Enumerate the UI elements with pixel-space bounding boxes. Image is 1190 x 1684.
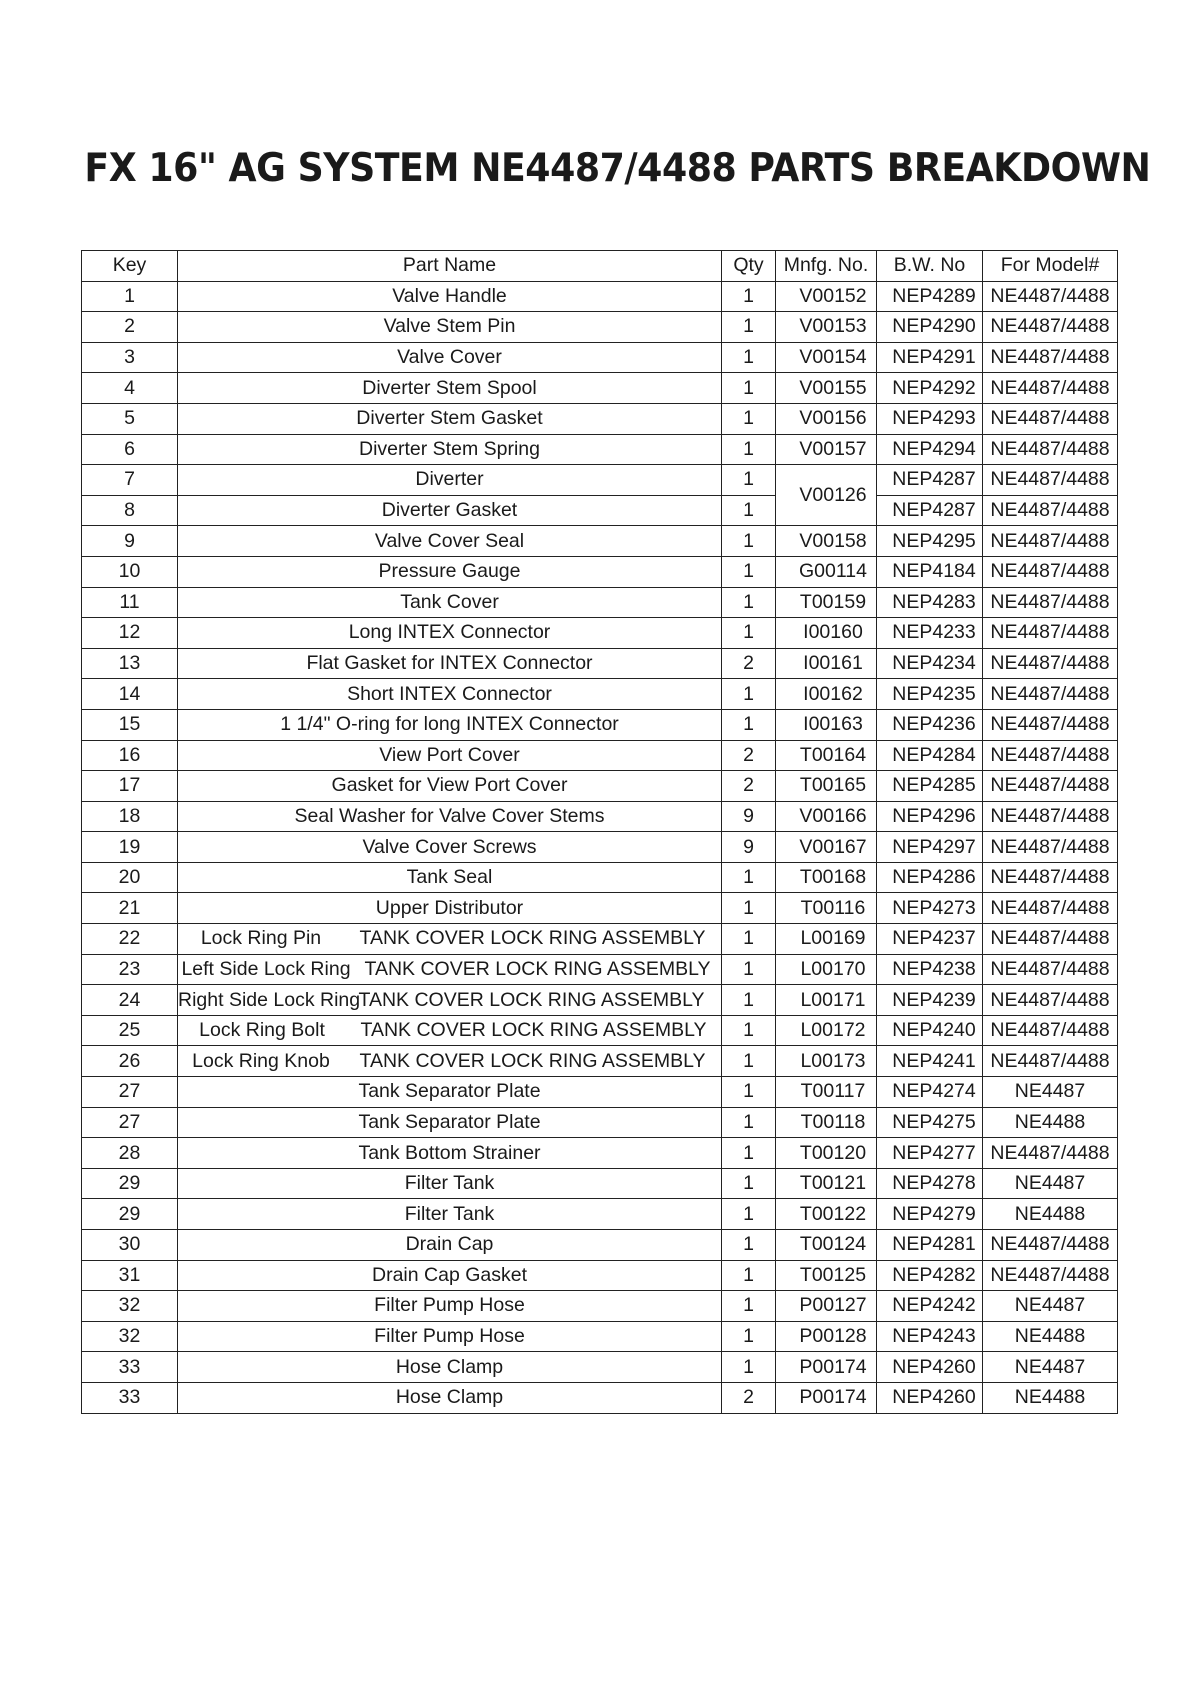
for-model-cell: NE4487/4488 <box>983 801 1118 832</box>
for-model-cell: NE4487/4488 <box>983 1260 1118 1291</box>
for-model-cell: NE4487/4488 <box>983 1046 1118 1077</box>
assembly-name: TANK COVER LOCK RING ASSEMBLY <box>360 1019 707 1042</box>
bw-no-cell: NEP4236 <box>877 709 983 740</box>
assembly-name: TANK COVER LOCK RING ASSEMBLY <box>358 988 705 1011</box>
qty-cell: 1 <box>722 862 776 893</box>
part-name-cell: Filter Pump Hose <box>178 1291 722 1322</box>
table-row <box>82 1046 1118 1077</box>
mfg-no-cell: L00172 <box>776 1015 877 1046</box>
key-cell: 25 <box>82 1015 178 1046</box>
mfg-no-cell: V00155 <box>776 373 877 404</box>
table-row <box>82 862 1118 893</box>
mfg-no-cell: V00157 <box>776 434 877 465</box>
key-cell: 12 <box>82 618 178 649</box>
table-row <box>82 1260 1118 1291</box>
key-cell: 2 <box>82 312 178 343</box>
part-name-cell: Drain Cap <box>178 1230 722 1261</box>
key-cell: 32 <box>82 1321 178 1352</box>
qty-cell: 1 <box>722 618 776 649</box>
assembly-name: TANK COVER LOCK RING ASSEMBLY <box>359 1049 706 1072</box>
header-mfg-no: Mnfg. No. <box>776 251 877 282</box>
mfg-no-cell: T00165 <box>776 771 877 802</box>
key-cell: 31 <box>82 1260 178 1291</box>
key-cell: 9 <box>82 526 178 557</box>
table-row <box>82 893 1118 924</box>
bw-no-cell: NEP4239 <box>877 985 983 1016</box>
bw-no-cell: NEP4240 <box>877 1015 983 1046</box>
mfg-no-cell: V00167 <box>776 832 877 863</box>
part-name-cell <box>178 924 722 955</box>
bw-no-cell: NEP4293 <box>877 403 983 434</box>
qty-cell: 1 <box>722 954 776 985</box>
key-cell: 3 <box>82 342 178 373</box>
part-name-cell: Valve Handle <box>178 281 722 312</box>
table-row <box>82 403 1118 434</box>
bw-no-cell: NEP4290 <box>877 312 983 343</box>
mfg-no-cell: V00126 <box>776 465 877 526</box>
table-row <box>82 1107 1118 1138</box>
table-row <box>82 1138 1118 1169</box>
qty-cell: 1 <box>722 1168 776 1199</box>
bw-no-cell: NEP4281 <box>877 1230 983 1261</box>
mfg-no-cell: P00174 <box>776 1382 877 1413</box>
for-model-cell: NE4487/4488 <box>983 740 1118 771</box>
mfg-no-cell: G00114 <box>776 556 877 587</box>
key-cell: 33 <box>82 1352 178 1383</box>
for-model-cell: NE4487/4488 <box>983 618 1118 649</box>
bw-no-cell: NEP4297 <box>877 832 983 863</box>
bw-no-cell: NEP4294 <box>877 434 983 465</box>
for-model-cell: NE4487/4488 <box>983 495 1118 526</box>
qty-cell: 9 <box>722 801 776 832</box>
bw-no-cell: NEP4296 <box>877 801 983 832</box>
bw-no-cell: NEP4285 <box>877 771 983 802</box>
mfg-no-cell: P00127 <box>776 1291 877 1322</box>
for-model-cell: NE4487/4488 <box>983 526 1118 557</box>
table-row <box>82 312 1118 343</box>
part-name-cell: View Port Cover <box>178 740 722 771</box>
page-title: FX 16" AG SYSTEM NE4487/4488 PARTS BREAKDOWN <box>84 146 1151 191</box>
for-model-cell: NE4487 <box>983 1352 1118 1383</box>
parts-table-body <box>82 281 1118 1413</box>
bw-no-cell: NEP4278 <box>877 1168 983 1199</box>
for-model-cell: NE4487/4488 <box>983 1015 1118 1046</box>
for-model-cell: NE4488 <box>983 1382 1118 1413</box>
bw-no-cell: NEP4233 <box>877 618 983 649</box>
key-cell: 4 <box>82 373 178 404</box>
table-row <box>82 832 1118 863</box>
part-name-cell: Tank Bottom Strainer <box>178 1138 722 1169</box>
qty-cell: 1 <box>722 1321 776 1352</box>
mfg-no-cell: T00118 <box>776 1107 877 1138</box>
mfg-no-cell: T00120 <box>776 1138 877 1169</box>
qty-cell: 2 <box>722 771 776 802</box>
qty-cell: 1 <box>722 1199 776 1230</box>
table-row <box>82 1321 1118 1352</box>
for-model-cell: NE4487/4488 <box>983 709 1118 740</box>
table-row <box>82 1291 1118 1322</box>
bw-no-cell: NEP4277 <box>877 1138 983 1169</box>
key-cell: 15 <box>82 709 178 740</box>
table-row <box>82 771 1118 802</box>
for-model-cell: NE4487/4488 <box>983 832 1118 863</box>
key-cell: 10 <box>82 556 178 587</box>
part-name-cell: Drain Cap Gasket <box>178 1260 722 1291</box>
for-model-cell: NE4487 <box>983 1291 1118 1322</box>
table-row <box>82 495 1118 526</box>
table-row <box>82 648 1118 679</box>
mfg-no-cell: T00117 <box>776 1077 877 1108</box>
key-cell: 20 <box>82 862 178 893</box>
part-name-cell: Tank Separator Plate <box>178 1077 722 1108</box>
mfg-no-cell: T00164 <box>776 740 877 771</box>
for-model-cell: NE4487/4488 <box>983 434 1118 465</box>
header-qty: Qty <box>722 251 776 282</box>
table-row <box>82 618 1118 649</box>
part-name-cell: Filter Tank <box>178 1168 722 1199</box>
bw-no-cell: NEP4286 <box>877 862 983 893</box>
mfg-no-cell: T00122 <box>776 1199 877 1230</box>
table-row <box>82 740 1118 771</box>
part-name-cell: Pressure Gauge <box>178 556 722 587</box>
for-model-cell: NE4487/4488 <box>983 679 1118 710</box>
part-name-cell: Diverter Stem Spring <box>178 434 722 465</box>
mfg-no-cell: T00125 <box>776 1260 877 1291</box>
for-model-cell: NE4487/4488 <box>983 403 1118 434</box>
key-cell: 22 <box>82 924 178 955</box>
bw-no-cell: NEP4292 <box>877 373 983 404</box>
for-model-cell: NE4487/4488 <box>983 893 1118 924</box>
for-model-cell: NE4487/4488 <box>983 312 1118 343</box>
key-cell: 29 <box>82 1168 178 1199</box>
for-model-cell: NE4488 <box>983 1107 1118 1138</box>
part-name-cell: Tank Cover <box>178 587 722 618</box>
bw-no-cell: NEP4295 <box>877 526 983 557</box>
subpart-name: Lock Ring Bolt <box>199 1019 325 1042</box>
key-cell: 21 <box>82 893 178 924</box>
key-cell: 27 <box>82 1077 178 1108</box>
qty-cell: 1 <box>722 526 776 557</box>
part-name-cell: Upper Distributor <box>178 893 722 924</box>
part-name-cell <box>178 985 722 1016</box>
key-cell: 17 <box>82 771 178 802</box>
qty-cell: 1 <box>722 495 776 526</box>
key-cell: 26 <box>82 1046 178 1077</box>
table-row <box>82 556 1118 587</box>
for-model-cell: NE4488 <box>983 1199 1118 1230</box>
part-name-cell: Hose Clamp <box>178 1352 722 1383</box>
part-name-cell: Filter Tank <box>178 1199 722 1230</box>
mfg-no-cell: I00162 <box>776 679 877 710</box>
qty-cell: 1 <box>722 281 776 312</box>
qty-cell: 1 <box>722 403 776 434</box>
table-row <box>82 465 1118 496</box>
qty-cell: 1 <box>722 679 776 710</box>
key-cell: 1 <box>82 281 178 312</box>
subpart-name: Left Side Lock Ring <box>181 957 351 980</box>
part-name-cell: Flat Gasket for INTEX Connector <box>178 648 722 679</box>
qty-cell: 1 <box>722 709 776 740</box>
for-model-cell: NE4487/4488 <box>983 556 1118 587</box>
key-cell: 30 <box>82 1230 178 1261</box>
qty-cell: 1 <box>722 587 776 618</box>
mfg-no-cell: T00124 <box>776 1230 877 1261</box>
bw-no-cell: NEP4238 <box>877 954 983 985</box>
table-row <box>82 954 1118 985</box>
qty-cell: 2 <box>722 1382 776 1413</box>
key-cell: 14 <box>82 679 178 710</box>
for-model-cell: NE4487/4488 <box>983 465 1118 496</box>
qty-cell: 9 <box>722 832 776 863</box>
part-name-cell: Hose Clamp <box>178 1382 722 1413</box>
for-model-cell: NE4487/4488 <box>983 587 1118 618</box>
mfg-no-cell: L00173 <box>776 1046 877 1077</box>
header-bw-no: B.W. No <box>877 251 983 282</box>
for-model-cell: NE4487/4488 <box>983 1230 1118 1261</box>
bw-no-cell: NEP4282 <box>877 1260 983 1291</box>
qty-cell: 1 <box>722 1260 776 1291</box>
table-header-row <box>82 251 1118 282</box>
qty-cell: 1 <box>722 1077 776 1108</box>
subpart-name: Lock Ring Knob <box>192 1049 330 1072</box>
for-model-cell: NE4487/4488 <box>983 924 1118 955</box>
header-for-model: For Model# <box>983 251 1118 282</box>
mfg-no-cell: P00128 <box>776 1321 877 1352</box>
table-row <box>82 434 1118 465</box>
qty-cell: 1 <box>722 985 776 1016</box>
part-name-cell: Diverter Stem Gasket <box>178 403 722 434</box>
mfg-no-cell: P00174 <box>776 1352 877 1383</box>
part-name-cell: Diverter <box>178 465 722 496</box>
table-row <box>82 373 1118 404</box>
subpart-name: Lock Ring Pin <box>200 927 322 950</box>
bw-no-cell: NEP4241 <box>877 1046 983 1077</box>
for-model-cell: NE4487/4488 <box>983 862 1118 893</box>
qty-cell: 1 <box>722 312 776 343</box>
for-model-cell: NE4487/4488 <box>983 954 1118 985</box>
subpart-name: Right Side Lock Ring <box>178 988 361 1011</box>
key-cell: 23 <box>82 954 178 985</box>
for-model-cell: NE4487/4488 <box>983 373 1118 404</box>
mfg-no-cell: T00116 <box>776 893 877 924</box>
part-name-cell: Valve Cover <box>178 342 722 373</box>
for-model-cell: NE4487/4488 <box>983 771 1118 802</box>
qty-cell: 1 <box>722 1291 776 1322</box>
bw-no-cell: NEP4275 <box>877 1107 983 1138</box>
mfg-no-cell: V00166 <box>776 801 877 832</box>
bw-no-cell: NEP4287 <box>877 495 983 526</box>
mfg-no-cell: V00158 <box>776 526 877 557</box>
bw-no-cell: NEP4234 <box>877 648 983 679</box>
mfg-no-cell: V00153 <box>776 312 877 343</box>
key-cell: 6 <box>82 434 178 465</box>
for-model-cell: NE4487/4488 <box>983 342 1118 373</box>
mfg-no-cell: T00159 <box>776 587 877 618</box>
mfg-no-cell: L00171 <box>776 985 877 1016</box>
mfg-no-cell: L00169 <box>776 924 877 955</box>
for-model-cell: NE4487 <box>983 1077 1118 1108</box>
mfg-no-cell: V00154 <box>776 342 877 373</box>
qty-cell: 1 <box>722 342 776 373</box>
part-name-cell: Diverter Stem Spool <box>178 373 722 404</box>
qty-cell: 2 <box>722 740 776 771</box>
part-name-cell: Seal Washer for Valve Cover Stems <box>178 801 722 832</box>
mfg-no-cell: I00160 <box>776 618 877 649</box>
qty-cell: 1 <box>722 465 776 496</box>
bw-no-cell: NEP4242 <box>877 1291 983 1322</box>
part-name-cell: 1 1/4" O-ring for long INTEX Connector <box>178 709 722 740</box>
key-cell: 7 <box>82 465 178 496</box>
for-model-cell: NE4487 <box>983 1168 1118 1199</box>
table-row <box>82 1352 1118 1383</box>
for-model-cell: NE4487/4488 <box>983 281 1118 312</box>
key-cell: 24 <box>82 985 178 1016</box>
assembly-name: TANK COVER LOCK RING ASSEMBLY <box>359 927 706 950</box>
table-row <box>82 709 1118 740</box>
qty-cell: 2 <box>722 648 776 679</box>
bw-no-cell: NEP4273 <box>877 893 983 924</box>
mfg-no-cell: V00156 <box>776 403 877 434</box>
qty-cell: 1 <box>722 434 776 465</box>
qty-cell: 1 <box>722 1046 776 1077</box>
qty-cell: 1 <box>722 924 776 955</box>
bw-no-cell: NEP4243 <box>877 1321 983 1352</box>
table-row <box>82 679 1118 710</box>
table-row <box>82 526 1118 557</box>
bw-no-cell: NEP4260 <box>877 1382 983 1413</box>
table-row <box>82 281 1118 312</box>
part-name-cell: Short INTEX Connector <box>178 679 722 710</box>
table-row <box>82 1230 1118 1261</box>
key-cell: 5 <box>82 403 178 434</box>
part-name-cell: Gasket for View Port Cover <box>178 771 722 802</box>
qty-cell: 1 <box>722 1230 776 1261</box>
mfg-no-cell: I00163 <box>776 709 877 740</box>
header-part-name: Part Name <box>178 251 722 282</box>
bw-no-cell: NEP4184 <box>877 556 983 587</box>
key-cell: 8 <box>82 495 178 526</box>
qty-cell: 1 <box>722 1107 776 1138</box>
part-name-cell <box>178 1046 722 1077</box>
table-row <box>82 1199 1118 1230</box>
key-cell: 18 <box>82 801 178 832</box>
bw-no-cell: NEP4260 <box>877 1352 983 1383</box>
part-name-cell <box>178 1015 722 1046</box>
key-cell: 32 <box>82 1291 178 1322</box>
bw-no-cell: NEP4235 <box>877 679 983 710</box>
bw-no-cell: NEP4284 <box>877 740 983 771</box>
part-name-cell: Diverter Gasket <box>178 495 722 526</box>
key-cell: 19 <box>82 832 178 863</box>
table-row <box>82 801 1118 832</box>
header-key: Key <box>82 251 178 282</box>
mfg-no-cell: I00161 <box>776 648 877 679</box>
for-model-cell: NE4487/4488 <box>983 648 1118 679</box>
table-row <box>82 342 1118 373</box>
key-cell: 16 <box>82 740 178 771</box>
mfg-no-cell: L00170 <box>776 954 877 985</box>
mfg-no-cell: T00168 <box>776 862 877 893</box>
key-cell: 28 <box>82 1138 178 1169</box>
part-name-cell: Filter Pump Hose <box>178 1321 722 1352</box>
parts-table <box>81 250 1118 1414</box>
qty-cell: 1 <box>722 1138 776 1169</box>
part-name-cell: Tank Separator Plate <box>178 1107 722 1138</box>
table-row <box>82 587 1118 618</box>
part-name-cell: Valve Cover Screws <box>178 832 722 863</box>
qty-cell: 1 <box>722 1015 776 1046</box>
bw-no-cell: NEP4237 <box>877 924 983 955</box>
key-cell: 33 <box>82 1382 178 1413</box>
part-name-cell: Valve Stem Pin <box>178 312 722 343</box>
part-name-cell <box>178 954 722 985</box>
bw-no-cell: NEP4283 <box>877 587 983 618</box>
qty-cell: 1 <box>722 893 776 924</box>
table-row <box>82 1168 1118 1199</box>
key-cell: 29 <box>82 1199 178 1230</box>
part-name-cell: Tank Seal <box>178 862 722 893</box>
assembly-name: TANK COVER LOCK RING ASSEMBLY <box>364 957 711 980</box>
bw-no-cell: NEP4291 <box>877 342 983 373</box>
key-cell: 13 <box>82 648 178 679</box>
table-row <box>82 1382 1118 1413</box>
mfg-no-cell: T00121 <box>776 1168 877 1199</box>
qty-cell: 1 <box>722 1352 776 1383</box>
bw-no-cell: NEP4287 <box>877 465 983 496</box>
table-row <box>82 1077 1118 1108</box>
bw-no-cell: NEP4279 <box>877 1199 983 1230</box>
part-name-cell: Valve Cover Seal <box>178 526 722 557</box>
qty-cell: 1 <box>722 373 776 404</box>
bw-no-cell: NEP4289 <box>877 281 983 312</box>
qty-cell: 1 <box>722 556 776 587</box>
mfg-no-cell: V00152 <box>776 281 877 312</box>
for-model-cell: NE4487/4488 <box>983 985 1118 1016</box>
key-cell: 11 <box>82 587 178 618</box>
for-model-cell: NE4488 <box>983 1321 1118 1352</box>
bw-no-cell: NEP4274 <box>877 1077 983 1108</box>
part-name-cell: Long INTEX Connector <box>178 618 722 649</box>
table-row <box>82 985 1118 1016</box>
table-row <box>82 1015 1118 1046</box>
table-row <box>82 924 1118 955</box>
for-model-cell: NE4487/4488 <box>983 1138 1118 1169</box>
key-cell: 27 <box>82 1107 178 1138</box>
